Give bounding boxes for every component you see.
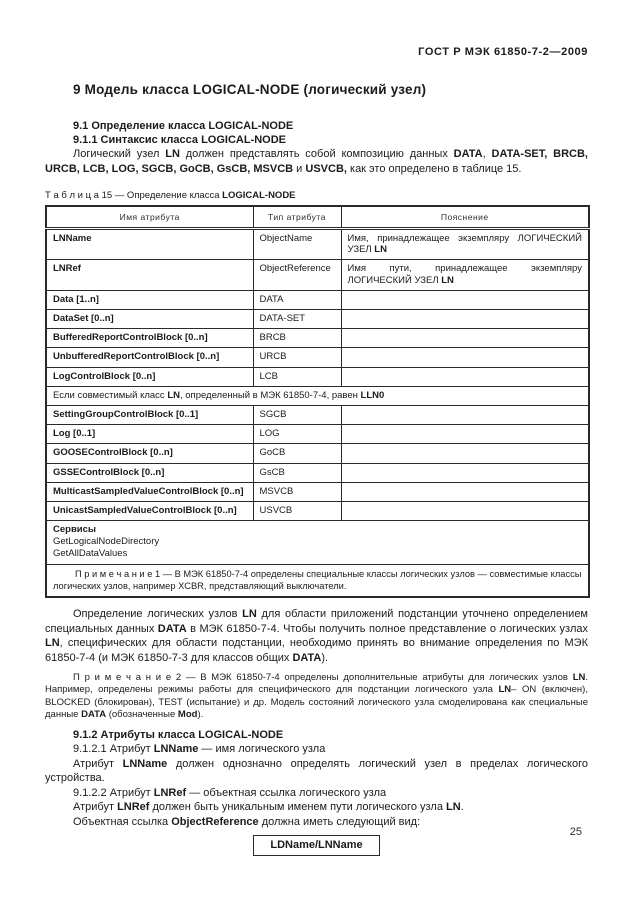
table-row — [46, 502, 589, 521]
attr-type-cell: URCB — [253, 348, 341, 367]
services-row — [46, 521, 589, 565]
paragraph-objectreference: Объектная ссылка ObjectReference должна иметь следующий вид: — [73, 815, 421, 828]
attr-name-cell: GSSEControlBlock [0..n] — [46, 463, 253, 482]
paragraph-9-1-2-2: 9.1.2.2 Атрибут LNRef — объектная ссылка логического узла — [73, 786, 387, 799]
heading-9-1-1: 9.1.1 Синтаксис класса LOGICAL-NODE — [73, 134, 287, 146]
attr-desc-cell — [341, 348, 589, 367]
header-cell-explanation: Пояснение — [341, 206, 589, 229]
logical-node-attributes-table — [45, 205, 590, 598]
service-item: GetLogicalNodeDirectory — [53, 536, 160, 548]
lln0-condition-row — [46, 386, 589, 405]
attr-name-cell: DataSet [0..n] — [46, 310, 253, 329]
table-row — [46, 229, 589, 260]
table-row — [46, 348, 589, 367]
table-row — [46, 260, 589, 290]
objectreference-format-box: LDName/LNName — [253, 835, 379, 856]
attr-name-cell: UnbufferedReportControlBlock [0..n] — [46, 348, 253, 367]
table-row — [46, 367, 589, 386]
paragraph-lnname-definition: Атрибут LNName должен однозначно определять логический узел в пределах логического устройства. — [45, 757, 588, 785]
section-title: 9 Модель класса LOGICAL-NODE (логический узел) — [73, 82, 427, 97]
table-row — [46, 444, 589, 463]
attr-type-cell: BRCB — [253, 329, 341, 348]
attr-desc-cell — [341, 290, 589, 309]
table-row — [46, 425, 589, 444]
attr-desc-cell — [341, 367, 589, 386]
attr-name-cell: LNRef — [46, 260, 253, 290]
attr-type-cell: LCB — [253, 367, 341, 386]
attr-desc-cell — [341, 329, 589, 348]
attr-type-cell: LOG — [253, 425, 341, 444]
heading-9-1-2: 9.1.2 Атрибуты класса LOGICAL-NODE — [73, 729, 284, 742]
attr-desc-cell — [341, 502, 589, 521]
attr-type-cell: MSVCB — [253, 482, 341, 501]
table-note-row — [46, 564, 589, 597]
paragraph-lnref-definition: Атрибут LNRef должен быть уникальным именем пути логического узла LN. — [73, 801, 464, 814]
attr-name-cell: GOOSEControlBlock [0..n] — [46, 444, 253, 463]
attr-type-cell: ObjectReference — [253, 260, 341, 290]
attr-type-cell: USVCB — [253, 502, 341, 521]
attr-name-cell: UnicastSampledValueControlBlock [0..n] — [46, 502, 253, 521]
attr-desc-cell — [341, 463, 589, 482]
attr-type-cell: SGCB — [253, 406, 341, 425]
note-2-paragraph: П р и м е ч а н и е 2 — В МЭК 61850-7-4 определены дополнительные атрибуты для логических узлов LN. Например, определены режимы работы для специфического для подстанции логического узла LN– ON (включен), BLOCKED (блокирован), TEST (испытание) и др. Модель состояний логического узла смоделирована как специальные данные DATA (обозначенные Mod). — [45, 672, 588, 720]
attr-name-cell: BufferedReportControlBlock [0..n] — [46, 329, 253, 348]
table-header-row — [46, 206, 589, 229]
attr-desc-cell — [341, 444, 589, 463]
attr-desc-cell: Имя пути, принадлежащее экземпляру ЛОГИЧЕСКИЙ УЗЕЛ LN — [341, 260, 589, 290]
services-title: Сервисы — [53, 524, 97, 536]
paragraph-after-table: Определение логических узлов LN для области приложений подстанции уточнено определением специальных данных DATA в МЭК 61850-7-4. Чтобы получить полное представление о логических узлах LN, специфических для области подстанции, необходимо принять во внимание определения по МЭК 61850-7-4 (и МЭК 61850-7-3 для классов общих DATA). — [45, 608, 588, 664]
table-row — [46, 482, 589, 501]
service-item: GetAllDataValues — [53, 548, 128, 560]
intro-paragraph: Логический узел LN должен представлять собой композицию данных DATA, DATA-SET, BRCB, URCB, LCB, LOG, SGCB, GoCB, GsCB, MSVCB и USVCB, как это определено в таблице 15. — [45, 148, 588, 175]
lln0-condition-cell: Если совместимый класс LN, определенный в МЭК 61850-7-4, равен LLN0 — [46, 386, 589, 405]
attr-desc-cell — [341, 310, 589, 329]
attr-name-cell: Data [1..n] — [46, 290, 253, 309]
attr-type-cell: GsCB — [253, 463, 341, 482]
attr-name-cell: MulticastSampledValueControlBlock [0..n] — [46, 482, 253, 501]
attr-name-cell: SettingGroupControlBlock [0..1] — [46, 406, 253, 425]
attr-type-cell: ObjectName — [253, 229, 341, 260]
paragraph-9-1-2-1: 9.1.2.1 Атрибут LNName — имя логического узла — [73, 743, 326, 756]
standard-number-header: ГОСТ Р МЭК 61850-7-2—2009 — [418, 46, 588, 58]
table-row — [46, 329, 589, 348]
table-note-cell: П р и м е ч а н и е 1 — В МЭК 61850-7-4 определены специальные классы логических узлов — совместимые классы логических узлов, например XCBR, представляющий выключатели. — [46, 564, 589, 597]
table-row — [46, 290, 589, 309]
attr-name-cell: LogControlBlock [0..n] — [46, 367, 253, 386]
page-number: 25 — [569, 826, 582, 838]
attr-desc-cell: Имя, принадлежащее экземпляру ЛОГИЧЕСКИЙ УЗЕЛ LN — [341, 229, 589, 260]
header-cell-attribute-name: Имя атрибута — [46, 206, 253, 229]
attr-name-cell: LNName — [46, 229, 253, 260]
attr-desc-cell — [341, 425, 589, 444]
attr-type-cell: DATA-SET — [253, 310, 341, 329]
attr-desc-cell — [341, 406, 589, 425]
table-row — [46, 310, 589, 329]
table-row — [46, 406, 589, 425]
attr-desc-cell — [341, 482, 589, 501]
attr-type-cell: GoCB — [253, 444, 341, 463]
header-cell-attribute-type: Тип атрибута — [253, 206, 341, 229]
attr-name-cell: Log [0..1] — [46, 425, 253, 444]
heading-9-1: 9.1 Определение класса LOGICAL-NODE — [73, 120, 294, 132]
services-cell — [46, 521, 589, 565]
table-row — [46, 463, 589, 482]
attr-type-cell: DATA — [253, 290, 341, 309]
table-caption: Т а б л и ц а 15 — Определение класса LOGICAL-NODE — [45, 190, 296, 201]
